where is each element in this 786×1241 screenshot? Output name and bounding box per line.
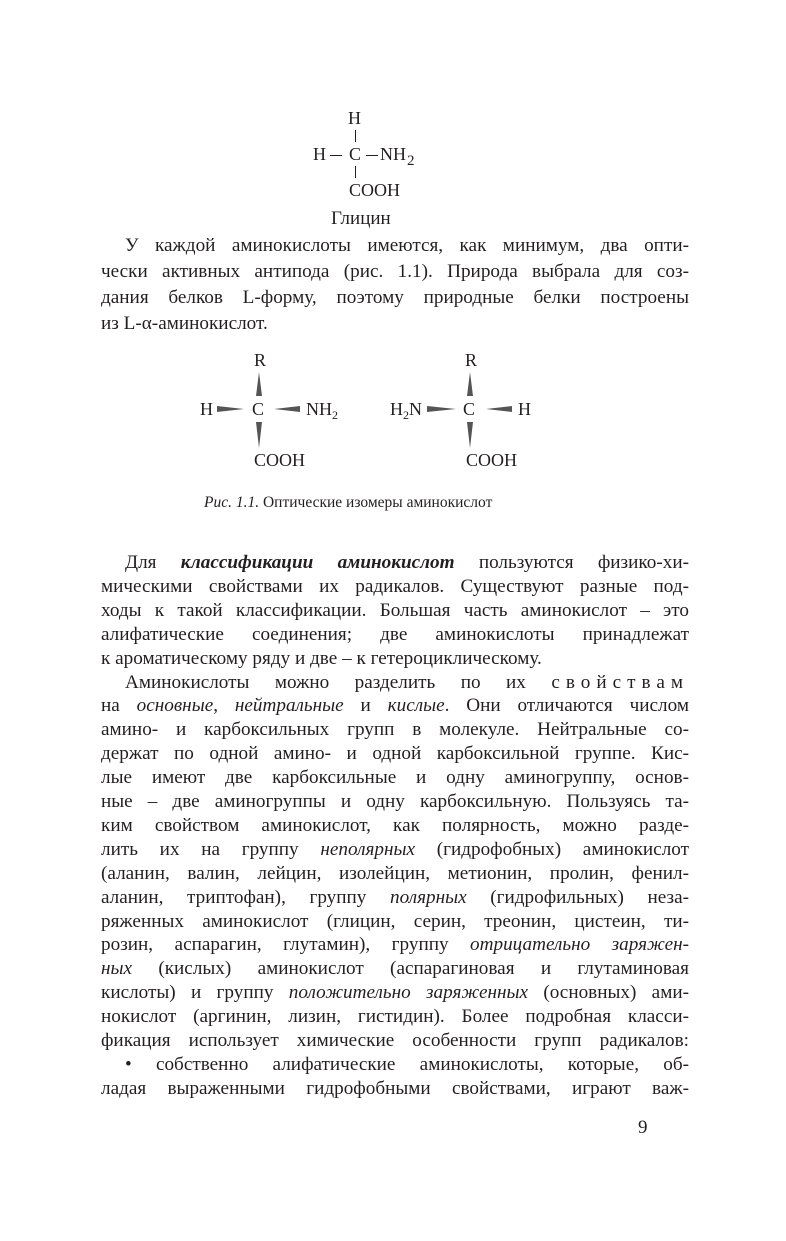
wedge [217,406,244,412]
text-line [101,694,689,718]
text-segment: (гидрофильных) неза- [466,886,689,908]
text-segment: пользуются физико-хи- [454,552,689,573]
emphasized-text: основные [136,695,214,717]
text-line [101,259,689,285]
text-line [101,575,689,599]
text-line [125,671,689,695]
bond [355,166,356,178]
text-segment: ные – две аминогруппы и одну карбоксильную. Пользуясь та- [101,791,689,812]
bond [366,155,378,156]
text-segment: ходы к такой классификации. Большая часть аминокислот – это [101,599,689,621]
left-cooh: COOH [254,450,306,470]
wedge [256,372,262,396]
text-line [125,1053,689,1077]
wedge [256,422,262,448]
subscript: 2 [403,408,409,422]
text-line [101,623,689,647]
text-segment: на [101,695,137,717]
right-r: R [465,350,478,370]
right-cooh: COOH [466,450,518,470]
glycine-structure [300,104,460,204]
text-line [101,718,689,742]
caption-text: Оптические изомеры аминокислот [259,494,493,511]
page-number: 9 [638,1117,648,1138]
text-line [101,862,689,886]
text-segment: (кислых) аминокислот (аспарагиновая и глутаминовая [132,958,689,980]
text-line [101,311,689,337]
text-line [125,233,689,259]
n: N [409,399,422,419]
text-segment: , [213,695,235,717]
text-segment: (основных) ами- [528,982,689,1004]
text-segment: к ароматическому ряду и две – к гетероциклическому. [101,647,542,669]
text-segment: ряженных аминокислот (глицин, серин, треонин, цистеин, ти- [101,910,689,932]
glycine-label: Глицин [331,208,391,229]
text-line [101,981,689,1005]
bond [355,130,356,142]
emphasized-text: положительно заряженных [288,982,529,1004]
wedge [486,406,512,412]
glycine-cooh: COOH [349,180,401,200]
text-segment: . Они отличаются числом [444,695,689,717]
left-r: R [254,350,267,370]
wedge [467,372,473,396]
text-line [101,1005,689,1029]
text-segment: ким свойством аминокислот, как полярность, можно разде- [101,814,689,836]
text-segment: ладая выраженными гидрофобными свойствами, играют важ- [101,1077,689,1099]
emphasized-text: ных [101,958,133,980]
text-segment: кислоты) и группу [101,982,289,1004]
wedge [467,422,473,448]
emphasized-text: неполярных [320,838,415,860]
text-segment: держат по одной амино- и одной карбоксильной группе. Кис- [101,743,689,765]
figure-caption [204,494,492,512]
left-carbon: C [252,399,265,419]
subscript: 2 [332,408,338,422]
emphasized-text: отрицательно заряжен- [470,934,690,956]
text-line [101,814,689,838]
glycine-top-h: H [348,108,361,128]
left-nh2 [306,399,338,422]
text-line [101,1077,689,1101]
right-h: H [518,399,531,419]
text-segment: лые имеют две карбоксильные и одну аминогруппу, основ- [101,767,689,789]
emphasized-text: полярных [390,886,467,908]
text-segment: (гидрофобных) аминокислот [415,838,689,860]
text-segment: дания белков L-форму, поэтому природные белки построены [101,287,689,308]
right-carbon: C [463,399,476,419]
text-segment: нокислот (аргинин, лизин, гистидин). Более подробная класси- [101,1006,689,1028]
text-line [101,910,689,934]
subscript: 2 [407,153,415,169]
wedge [274,406,300,412]
text-line [101,838,689,862]
glycine-nh2 [380,144,415,169]
text-line [101,933,689,957]
nh: NH [306,399,332,419]
text-segment: (аланин, валин, лейцин, изолейцин, метионин, пролин, фенил- [101,862,689,884]
text-line [125,551,689,575]
text-line [101,647,689,671]
text-segment: аланин, триптофан), группу [101,886,391,908]
text-segment: из L-α-аминокислот. [101,313,268,334]
glycine-left-h: H [313,144,326,164]
left-h: H [200,399,213,419]
text-line [101,886,689,910]
emphasized-text: свойствам [551,671,689,693]
bond [330,155,342,156]
text-segment: фикация использует химические особенности групп радикалов: [101,1030,689,1051]
text-line [101,599,689,623]
text-line [101,285,689,311]
text-line [101,1029,689,1053]
caption-label: Рис. 1.1. [204,494,260,511]
wedge [427,406,456,412]
glycine-carbon: C [349,144,362,164]
text-segment: Для [125,552,181,573]
text-segment: и [343,695,388,717]
text-segment: чески активных антипода (рис. 1.1). Природа выбрала для соз- [101,261,689,282]
text-line [101,766,689,790]
emphasized-text: кислые [387,695,445,717]
text-line [101,742,689,766]
text-segment: • собственно алифатические аминокислоты, которые, об- [125,1054,689,1075]
right-h2n [390,399,422,422]
text-segment: розин, аспарагин, глутамин), группу [101,934,471,956]
text-segment: алифатические соединения; две аминокислоты принадлежат [101,623,689,645]
text-segment: амино- и карбоксильных групп в молекуле. Нейтральные со- [101,719,689,741]
emphasized-text: нейтральные [234,695,344,717]
nh: NH [380,144,406,164]
emphasized-text: классификации аминокислот [180,552,455,573]
text-segment: Аминокислоты можно разделить по их [125,671,552,693]
text-segment: У каждой аминокислоты имеются, как минимум, два опти- [125,235,689,256]
text-line [101,957,689,981]
text-segment: мическими свойствами их радикалов. Существуют разные под- [101,575,689,597]
text-segment: лить их на группу [101,838,321,860]
text-line [101,790,689,814]
optical-isomers-figure [190,340,550,480]
h: H [390,399,403,419]
